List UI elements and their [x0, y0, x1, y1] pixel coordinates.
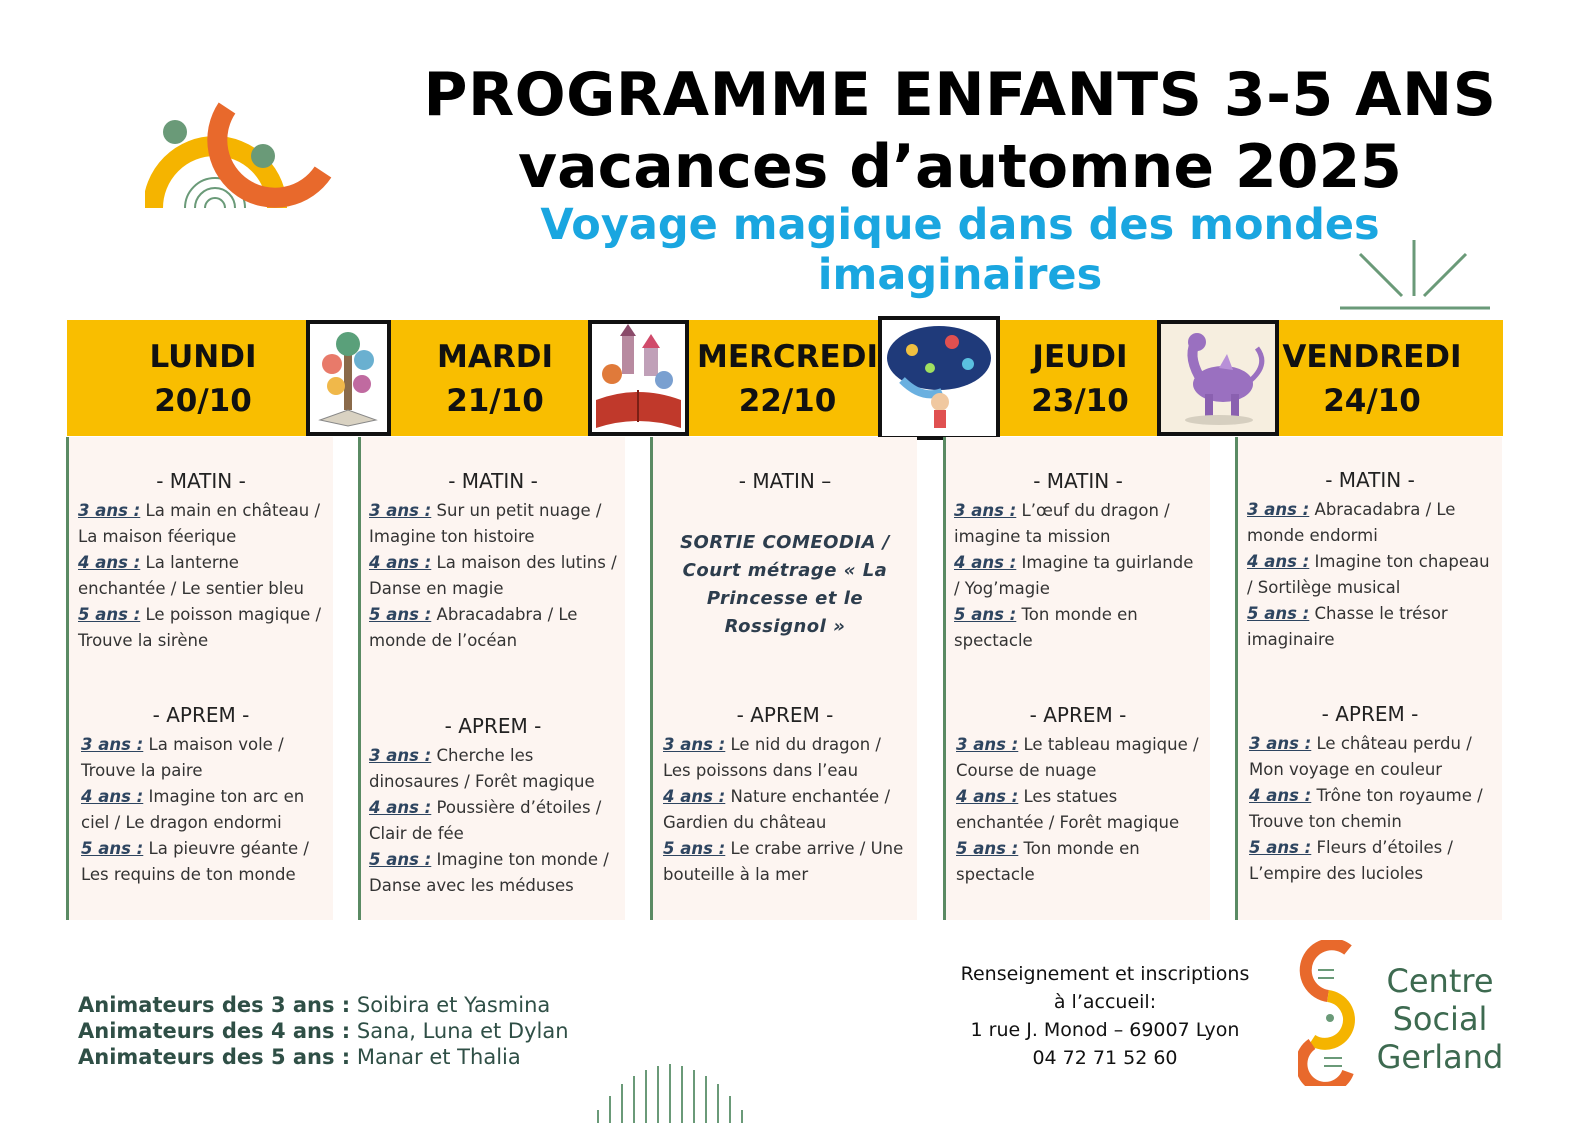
- activity-text: La pieuvre géante / Les requins de ton monde: [81, 839, 309, 884]
- afternoon-activities: [369, 743, 619, 899]
- activity-item: [369, 602, 619, 654]
- contact-info: [930, 960, 1280, 1072]
- activity-text: Le crabe arrive / Une bouteille à la mer: [663, 839, 904, 884]
- day-column-friday: [1235, 437, 1502, 920]
- morning-label: - MATIN -: [156, 469, 246, 493]
- activity-text: La main en château / La maison féerique: [78, 501, 321, 546]
- space-child-illustration: [878, 316, 1000, 440]
- activity-text: Chasse le trésor imaginaire: [1247, 604, 1448, 649]
- afternoon-label: - APREM -: [1321, 702, 1419, 726]
- day-name: VENDREDI: [1282, 339, 1462, 375]
- activity-item: [81, 732, 328, 784]
- animators-label: Animateurs des 3 ans :: [78, 993, 351, 1017]
- age-label: 5 ans :: [663, 839, 726, 858]
- activity-text: La maison des lutins / Danse en magie: [369, 553, 617, 598]
- activity-item: [663, 836, 913, 888]
- activity-item: [78, 550, 328, 602]
- animators-names: Manar et Thalia: [350, 1045, 521, 1069]
- day-date: 22/10: [738, 383, 837, 419]
- afternoon-activities: [663, 732, 913, 888]
- age-label: 3 ans :: [81, 735, 144, 754]
- day-column-tuesday: [358, 437, 625, 920]
- contact-line: à l’accueil:: [1053, 991, 1157, 1013]
- age-label: 5 ans :: [369, 605, 432, 624]
- day-header-friday: [1262, 335, 1482, 423]
- activity-item: [954, 498, 1204, 550]
- arc-decoration: [590, 1062, 750, 1123]
- activity-text: Abracadabra / Le monde endormi: [1247, 500, 1456, 545]
- castle-book-illustration: [588, 320, 689, 436]
- age-label: 5 ans :: [1249, 838, 1312, 857]
- activity-item: [1247, 549, 1497, 601]
- activity-text: Ton monde en spectacle: [954, 605, 1138, 650]
- activity-text: Les statues enchantée / Forêt magique: [956, 787, 1180, 832]
- activity-text: Imagine ton chapeau / Sortilège musical: [1247, 552, 1490, 597]
- activity-text: Imagine ton arc en ciel / Le dragon endormi: [81, 787, 305, 832]
- age-label: 5 ans :: [369, 850, 432, 869]
- activity-text: Imagine ton monde / Danse avec les méduses: [369, 850, 609, 895]
- morning-label: - MATIN -: [1325, 468, 1415, 492]
- centre-social-name: [1370, 962, 1510, 1076]
- animators-names: Sana, Luna et Dylan: [350, 1019, 569, 1043]
- activity-item: [956, 784, 1206, 836]
- day-date: 24/10: [1323, 383, 1421, 419]
- morning-activities: [369, 498, 619, 654]
- morning-label: - MATIN –: [738, 469, 832, 493]
- age-label: 5 ans :: [78, 605, 141, 624]
- animators-label: Animateurs des 4 ans :: [78, 1019, 351, 1043]
- activity-text: Le nid du dragon / Les poissons dans l’eau: [663, 735, 881, 780]
- activity-item: [369, 795, 619, 847]
- page-subtitle: Voyage magique dans des mondes imaginaires: [540, 200, 1380, 300]
- morning-label: - MATIN -: [448, 469, 538, 493]
- day-header-monday: [93, 335, 313, 423]
- afternoon-label: - APREM -: [444, 714, 542, 738]
- activity-text: Sur un petit nuage / Imagine ton histoire: [369, 501, 602, 546]
- activity-text: Nature enchantée / Gardien du château: [663, 787, 891, 832]
- activity-text: Poussière d’étoiles / Clair de fée: [369, 798, 602, 843]
- age-label: 3 ans :: [369, 501, 432, 520]
- activity-item: [954, 550, 1204, 602]
- activity-text: La maison vole / Trouve la paire: [81, 735, 284, 780]
- activity-item: [956, 732, 1206, 784]
- sunburst-decoration: [1330, 238, 1500, 314]
- activity-item: [369, 847, 619, 899]
- centre-name-line: Social: [1392, 1000, 1488, 1038]
- animators-list: [78, 992, 569, 1070]
- morning-label: - MATIN -: [1033, 469, 1123, 493]
- activity-item: [1249, 731, 1499, 783]
- age-label: 5 ans :: [956, 839, 1019, 858]
- day-column-wednesday: [650, 437, 917, 920]
- age-label: 5 ans :: [81, 839, 144, 858]
- day-name: MARDI: [437, 339, 553, 375]
- age-label: 4 ans :: [1249, 786, 1312, 805]
- morning-activities: [954, 498, 1204, 654]
- page-title-line2: vacances d’automne 2025: [518, 132, 1402, 202]
- day-header-wednesday: [690, 335, 885, 423]
- activity-item: [81, 784, 328, 836]
- day-name: MERCREDI: [697, 339, 878, 375]
- animators-row: [78, 992, 569, 1018]
- age-label: 4 ans :: [663, 787, 726, 806]
- activity-item: [78, 498, 328, 550]
- age-label: 3 ans :: [663, 735, 726, 754]
- animators-names: Soibira et Yasmina: [350, 993, 551, 1017]
- age-label: 3 ans :: [1249, 734, 1312, 753]
- day-column-monday: [66, 437, 333, 920]
- contact-phone: 04 72 71 52 60: [1032, 1047, 1178, 1069]
- contact-address: 1 rue J. Monod – 69007 Lyon: [970, 1019, 1240, 1041]
- animators-label: Animateurs des 5 ans :: [78, 1045, 351, 1069]
- morning-activities: [1247, 497, 1497, 653]
- activity-item: [369, 743, 619, 795]
- afternoon-label: - APREM -: [1029, 703, 1127, 727]
- day-date: 20/10: [154, 383, 252, 419]
- activity-text: Cherche les dinosaures / Forêt magique: [369, 746, 595, 791]
- contact-line: Renseignement et inscriptions: [960, 963, 1250, 985]
- age-label: 3 ans :: [954, 501, 1017, 520]
- activity-text: Le tableau magique / Course de nuage: [956, 735, 1199, 780]
- day-column-thursday: [943, 437, 1210, 920]
- logo-rainbow-icon: [145, 100, 335, 212]
- activity-item: [663, 784, 913, 836]
- activity-item: [369, 550, 619, 602]
- activity-text: Le château perdu / Mon voyage en couleur: [1249, 734, 1472, 779]
- morning-activities: [78, 498, 328, 654]
- activity-item: [81, 836, 328, 888]
- afternoon-label: - APREM -: [736, 703, 834, 727]
- day-date: 21/10: [446, 383, 544, 419]
- activity-item: [663, 732, 913, 784]
- centre-name-line: Centre: [1386, 962, 1494, 1000]
- afternoon-activities: [81, 732, 328, 888]
- activity-item: [1249, 835, 1499, 887]
- activity-text: Imagine ta guirlande / Yog’magie: [954, 553, 1194, 598]
- age-label: 4 ans :: [1247, 552, 1310, 571]
- activity-item: [1247, 497, 1497, 549]
- age-label: 4 ans :: [956, 787, 1019, 806]
- age-label: 3 ans :: [956, 735, 1019, 754]
- day-header-tuesday: [385, 335, 605, 423]
- activity-text: La lanterne enchantée / Le sentier bleu: [78, 553, 304, 598]
- page-title: PROGRAMME ENFANTS 3-5 ANS: [423, 60, 1497, 130]
- activity-text: Fleurs d’étoiles / L’empire des lucioles: [1249, 838, 1453, 883]
- activity-item: [1249, 783, 1499, 835]
- outing-note: SORTIE COMEODIA / Court métrage « La Princesse et le Rossignol »: [680, 532, 890, 637]
- activity-item: [1247, 601, 1497, 653]
- age-label: 4 ans :: [78, 553, 141, 572]
- activity-item: [78, 602, 328, 654]
- afternoon-activities: [956, 732, 1206, 888]
- centre-social-logo-icon: [1298, 940, 1360, 1086]
- dragon-illustration: [1157, 320, 1279, 436]
- activity-text: L’œuf du dragon / imagine ta mission: [954, 501, 1170, 546]
- age-label: 3 ans :: [78, 501, 141, 520]
- activity-item: [954, 602, 1204, 654]
- age-label: 4 ans :: [369, 798, 432, 817]
- activity-text: Ton monde en spectacle: [956, 839, 1140, 884]
- activity-item: [956, 836, 1206, 888]
- animators-row: [78, 1018, 569, 1044]
- day-date: 23/10: [1031, 383, 1129, 419]
- activity-text: Trône ton royaume / Trouve ton chemin: [1249, 786, 1483, 831]
- activity-text: Le poisson magique / Trouve la sirène: [78, 605, 322, 650]
- age-label: 5 ans :: [1247, 604, 1310, 623]
- day-name: JEUDI: [1032, 339, 1128, 375]
- age-label: 4 ans :: [81, 787, 144, 806]
- age-label: 4 ans :: [954, 553, 1017, 572]
- activity-item: [369, 498, 619, 550]
- afternoon-activities: [1249, 731, 1499, 887]
- age-label: 5 ans :: [954, 605, 1017, 624]
- activity-text: Abracadabra / Le monde de l’océan: [369, 605, 578, 650]
- centre-name-line: Gerland: [1376, 1038, 1504, 1076]
- tree-book-illustration: [306, 320, 391, 436]
- age-label: 3 ans :: [369, 746, 432, 765]
- age-label: 3 ans :: [1247, 500, 1310, 519]
- afternoon-label: - APREM -: [152, 703, 250, 727]
- day-name: LUNDI: [149, 339, 257, 375]
- animators-row: [78, 1044, 569, 1070]
- age-label: 4 ans :: [369, 553, 432, 572]
